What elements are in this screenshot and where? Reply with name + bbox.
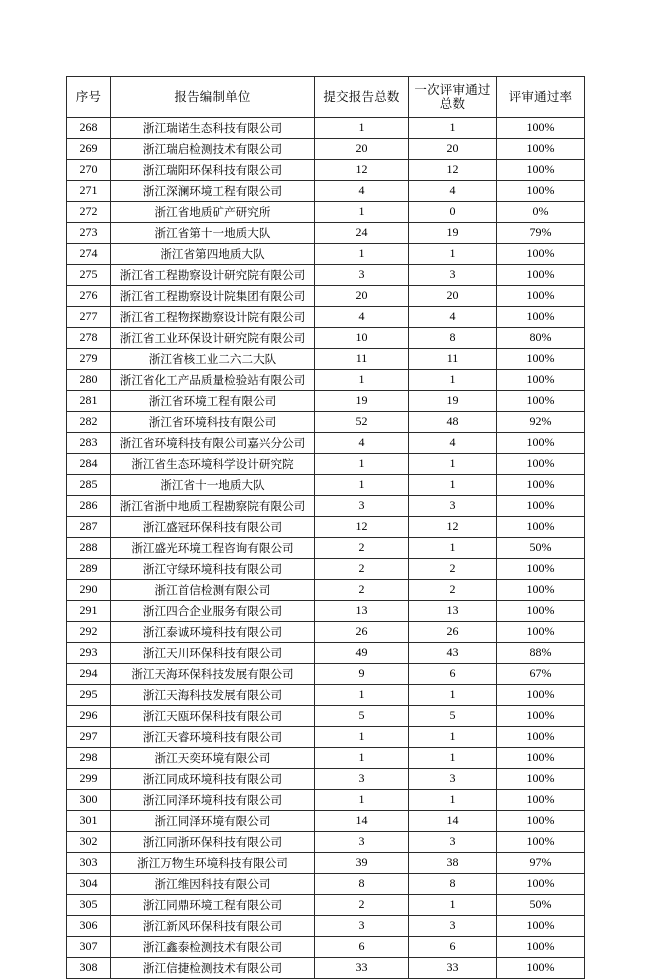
cell-unit-name: 浙江省生态环境科学设计研究院 <box>111 454 315 475</box>
cell-first-pass: 11 <box>409 349 497 370</box>
cell-total: 1 <box>315 748 409 769</box>
cell-sequence: 271 <box>67 181 111 202</box>
cell-unit-name: 浙江瑞启检测技术有限公司 <box>111 139 315 160</box>
cell-total: 13 <box>315 601 409 622</box>
cell-unit-name: 浙江万物生环境科技有限公司 <box>111 853 315 874</box>
cell-first-pass: 1 <box>409 790 497 811</box>
cell-sequence: 296 <box>67 706 111 727</box>
cell-unit-name: 浙江天海科技发展有限公司 <box>111 685 315 706</box>
cell-sequence: 277 <box>67 307 111 328</box>
table-row <box>67 664 585 685</box>
cell-unit-name: 浙江省浙中地质工程勘察院有限公司 <box>111 496 315 517</box>
cell-total: 14 <box>315 811 409 832</box>
cell-total: 33 <box>315 958 409 979</box>
cell-unit-name: 浙江泰诚环境科技有限公司 <box>111 622 315 643</box>
cell-pass-rate: 100% <box>497 370 585 391</box>
cell-first-pass: 8 <box>409 328 497 349</box>
table-row <box>67 538 585 559</box>
cell-sequence: 268 <box>67 118 111 139</box>
cell-first-pass: 14 <box>409 811 497 832</box>
cell-pass-rate: 100% <box>497 811 585 832</box>
cell-total: 4 <box>315 433 409 454</box>
table-row <box>67 580 585 601</box>
cell-unit-name: 浙江省第十一地质大队 <box>111 223 315 244</box>
cell-first-pass: 20 <box>409 286 497 307</box>
cell-unit-name: 浙江四合企业服务有限公司 <box>111 601 315 622</box>
table-row <box>67 706 585 727</box>
cell-unit-name: 浙江天奕环境有限公司 <box>111 748 315 769</box>
cell-pass-rate: 100% <box>497 349 585 370</box>
cell-pass-rate: 100% <box>497 958 585 979</box>
cell-total: 20 <box>315 286 409 307</box>
cell-pass-rate: 88% <box>497 643 585 664</box>
cell-unit-name: 浙江省地质矿产研究所 <box>111 202 315 223</box>
cell-first-pass: 12 <box>409 517 497 538</box>
cell-unit-name: 浙江省工业环保设计研究院有限公司 <box>111 328 315 349</box>
cell-unit-name: 浙江盛冠环保科技有限公司 <box>111 517 315 538</box>
cell-unit-name: 浙江省工程勘察设计院集团有限公司 <box>111 286 315 307</box>
cell-sequence: 294 <box>67 664 111 685</box>
cell-first-pass: 4 <box>409 307 497 328</box>
cell-unit-name: 浙江天海环保科技发展有限公司 <box>111 664 315 685</box>
cell-sequence: 286 <box>67 496 111 517</box>
cell-pass-rate: 100% <box>497 622 585 643</box>
cell-unit-name: 浙江省环境科技有限公司嘉兴分公司 <box>111 433 315 454</box>
cell-total: 2 <box>315 559 409 580</box>
cell-total: 52 <box>315 412 409 433</box>
cell-unit-name: 浙江首信检测有限公司 <box>111 580 315 601</box>
cell-pass-rate: 100% <box>497 790 585 811</box>
cell-sequence: 287 <box>67 517 111 538</box>
cell-first-pass: 1 <box>409 685 497 706</box>
cell-total: 3 <box>315 832 409 853</box>
cell-pass-rate: 100% <box>497 937 585 958</box>
cell-first-pass: 48 <box>409 412 497 433</box>
cell-first-pass: 1 <box>409 118 497 139</box>
cell-sequence: 308 <box>67 958 111 979</box>
cell-pass-rate: 100% <box>497 307 585 328</box>
cell-total: 12 <box>315 160 409 181</box>
cell-unit-name: 浙江维因科技有限公司 <box>111 874 315 895</box>
cell-total: 1 <box>315 244 409 265</box>
cell-unit-name: 浙江新风环保科技有限公司 <box>111 916 315 937</box>
cell-pass-rate: 79% <box>497 223 585 244</box>
table-row <box>67 748 585 769</box>
cell-first-pass: 43 <box>409 643 497 664</box>
report-table-container <box>66 76 584 979</box>
column-header-pass-rate: 评审通过率 <box>497 77 585 118</box>
cell-unit-name: 浙江同鼎环境工程有限公司 <box>111 895 315 916</box>
cell-sequence: 303 <box>67 853 111 874</box>
cell-first-pass: 1 <box>409 538 497 559</box>
cell-sequence: 275 <box>67 265 111 286</box>
table-row <box>67 244 585 265</box>
cell-sequence: 302 <box>67 832 111 853</box>
cell-unit-name: 浙江同成环境科技有限公司 <box>111 769 315 790</box>
cell-total: 1 <box>315 118 409 139</box>
cell-unit-name: 浙江同浙环保科技有限公司 <box>111 832 315 853</box>
cell-sequence: 307 <box>67 937 111 958</box>
table-row <box>67 643 585 664</box>
table-row <box>67 727 585 748</box>
table-row <box>67 559 585 580</box>
cell-first-pass: 33 <box>409 958 497 979</box>
cell-total: 5 <box>315 706 409 727</box>
cell-unit-name: 浙江鑫泰检测技术有限公司 <box>111 937 315 958</box>
cell-sequence: 305 <box>67 895 111 916</box>
table-row <box>67 937 585 958</box>
cell-pass-rate: 100% <box>497 748 585 769</box>
cell-first-pass: 20 <box>409 139 497 160</box>
cell-sequence: 301 <box>67 811 111 832</box>
cell-sequence: 273 <box>67 223 111 244</box>
cell-first-pass: 1 <box>409 244 497 265</box>
cell-first-pass: 1 <box>409 895 497 916</box>
cell-pass-rate: 100% <box>497 706 585 727</box>
cell-pass-rate: 67% <box>497 664 585 685</box>
table-row <box>67 895 585 916</box>
cell-sequence: 291 <box>67 601 111 622</box>
cell-first-pass: 2 <box>409 580 497 601</box>
cell-first-pass: 19 <box>409 391 497 412</box>
cell-pass-rate: 100% <box>497 181 585 202</box>
table-row <box>67 433 585 454</box>
cell-first-pass: 3 <box>409 265 497 286</box>
cell-total: 3 <box>315 769 409 790</box>
table-row <box>67 496 585 517</box>
cell-total: 1 <box>315 790 409 811</box>
cell-first-pass: 4 <box>409 433 497 454</box>
cell-pass-rate: 50% <box>497 895 585 916</box>
table-row <box>67 769 585 790</box>
cell-total: 2 <box>315 538 409 559</box>
cell-unit-name: 浙江天睿环境科技有限公司 <box>111 727 315 748</box>
cell-unit-name: 浙江省核工业二六二大队 <box>111 349 315 370</box>
table-row <box>67 202 585 223</box>
cell-unit-name: 浙江省十一地质大队 <box>111 475 315 496</box>
cell-total: 49 <box>315 643 409 664</box>
review-statistics-table <box>66 76 585 979</box>
table-header <box>67 77 585 118</box>
cell-total: 1 <box>315 685 409 706</box>
cell-total: 4 <box>315 307 409 328</box>
table-row <box>67 160 585 181</box>
cell-sequence: 269 <box>67 139 111 160</box>
cell-pass-rate: 100% <box>497 559 585 580</box>
table-row <box>67 832 585 853</box>
cell-sequence: 297 <box>67 727 111 748</box>
cell-first-pass: 12 <box>409 160 497 181</box>
cell-sequence: 298 <box>67 748 111 769</box>
cell-unit-name: 浙江瑞阳环保科技有限公司 <box>111 160 315 181</box>
cell-total: 24 <box>315 223 409 244</box>
table-row <box>67 601 585 622</box>
cell-sequence: 283 <box>67 433 111 454</box>
table-row <box>67 223 585 244</box>
cell-sequence: 292 <box>67 622 111 643</box>
cell-sequence: 282 <box>67 412 111 433</box>
cell-pass-rate: 0% <box>497 202 585 223</box>
cell-total: 10 <box>315 328 409 349</box>
cell-unit-name: 浙江守绿环境科技有限公司 <box>111 559 315 580</box>
cell-sequence: 290 <box>67 580 111 601</box>
cell-unit-name: 浙江瑞诺生态科技有限公司 <box>111 118 315 139</box>
table-row <box>67 811 585 832</box>
table-row <box>67 391 585 412</box>
table-row <box>67 328 585 349</box>
cell-first-pass: 1 <box>409 727 497 748</box>
cell-pass-rate: 100% <box>497 832 585 853</box>
cell-pass-rate: 100% <box>497 391 585 412</box>
cell-sequence: 280 <box>67 370 111 391</box>
cell-pass-rate: 100% <box>497 727 585 748</box>
cell-first-pass: 6 <box>409 664 497 685</box>
cell-sequence: 274 <box>67 244 111 265</box>
cell-total: 26 <box>315 622 409 643</box>
cell-sequence: 279 <box>67 349 111 370</box>
table-row <box>67 874 585 895</box>
cell-unit-name: 浙江盛光环境工程咨询有限公司 <box>111 538 315 559</box>
cell-first-pass: 1 <box>409 370 497 391</box>
cell-total: 4 <box>315 181 409 202</box>
table-row <box>67 370 585 391</box>
column-header-unit: 报告编制单位 <box>111 77 315 118</box>
cell-first-pass: 2 <box>409 559 497 580</box>
table-row <box>67 181 585 202</box>
cell-pass-rate: 92% <box>497 412 585 433</box>
cell-first-pass: 8 <box>409 874 497 895</box>
cell-first-pass: 3 <box>409 769 497 790</box>
cell-unit-name: 浙江省工程物探勘察设计院有限公司 <box>111 307 315 328</box>
cell-pass-rate: 100% <box>497 118 585 139</box>
cell-pass-rate: 100% <box>497 454 585 475</box>
table-row <box>67 265 585 286</box>
cell-sequence: 285 <box>67 475 111 496</box>
cell-unit-name: 浙江省化工产品质量检验站有限公司 <box>111 370 315 391</box>
table-row <box>67 349 585 370</box>
cell-sequence: 288 <box>67 538 111 559</box>
cell-first-pass: 4 <box>409 181 497 202</box>
cell-total: 1 <box>315 370 409 391</box>
cell-first-pass: 19 <box>409 223 497 244</box>
cell-unit-name: 浙江同泽环境科技有限公司 <box>111 790 315 811</box>
cell-pass-rate: 100% <box>497 139 585 160</box>
cell-pass-rate: 97% <box>497 853 585 874</box>
cell-sequence: 293 <box>67 643 111 664</box>
cell-pass-rate: 100% <box>497 244 585 265</box>
cell-total: 2 <box>315 580 409 601</box>
cell-unit-name: 浙江省第四地质大队 <box>111 244 315 265</box>
cell-pass-rate: 100% <box>497 685 585 706</box>
cell-total: 6 <box>315 937 409 958</box>
cell-first-pass: 1 <box>409 475 497 496</box>
cell-total: 1 <box>315 475 409 496</box>
cell-pass-rate: 50% <box>497 538 585 559</box>
cell-sequence: 272 <box>67 202 111 223</box>
table-row <box>67 118 585 139</box>
cell-total: 1 <box>315 454 409 475</box>
cell-first-pass: 3 <box>409 496 497 517</box>
cell-total: 19 <box>315 391 409 412</box>
cell-total: 2 <box>315 895 409 916</box>
cell-pass-rate: 100% <box>497 160 585 181</box>
cell-first-pass: 13 <box>409 601 497 622</box>
cell-unit-name: 浙江信捷检测技术有限公司 <box>111 958 315 979</box>
cell-unit-name: 浙江天瓯环保科技有限公司 <box>111 706 315 727</box>
cell-pass-rate: 100% <box>497 433 585 454</box>
cell-first-pass: 3 <box>409 916 497 937</box>
cell-total: 20 <box>315 139 409 160</box>
table-row <box>67 790 585 811</box>
cell-first-pass: 3 <box>409 832 497 853</box>
table-row <box>67 517 585 538</box>
table-row <box>67 454 585 475</box>
cell-sequence: 284 <box>67 454 111 475</box>
cell-total: 3 <box>315 496 409 517</box>
table-row <box>67 622 585 643</box>
cell-total: 1 <box>315 202 409 223</box>
cell-total: 39 <box>315 853 409 874</box>
cell-total: 1 <box>315 727 409 748</box>
cell-total: 11 <box>315 349 409 370</box>
table-row <box>67 307 585 328</box>
cell-sequence: 276 <box>67 286 111 307</box>
cell-sequence: 306 <box>67 916 111 937</box>
cell-total: 3 <box>315 265 409 286</box>
cell-unit-name: 浙江省环境工程有限公司 <box>111 391 315 412</box>
cell-pass-rate: 100% <box>497 475 585 496</box>
cell-first-pass: 6 <box>409 937 497 958</box>
cell-unit-name: 浙江省工程勘察设计研究院有限公司 <box>111 265 315 286</box>
column-header-total: 提交报告总数 <box>315 77 409 118</box>
table-row <box>67 286 585 307</box>
cell-unit-name: 浙江深澜环境工程有限公司 <box>111 181 315 202</box>
cell-unit-name: 浙江天川环保科技有限公司 <box>111 643 315 664</box>
cell-pass-rate: 100% <box>497 286 585 307</box>
cell-total: 9 <box>315 664 409 685</box>
cell-pass-rate: 100% <box>497 874 585 895</box>
table-row <box>67 475 585 496</box>
cell-sequence: 281 <box>67 391 111 412</box>
cell-pass-rate: 100% <box>497 496 585 517</box>
table-row <box>67 958 585 979</box>
cell-total: 8 <box>315 874 409 895</box>
table-body <box>67 118 585 979</box>
cell-unit-name: 浙江省环境科技有限公司 <box>111 412 315 433</box>
cell-pass-rate: 100% <box>497 769 585 790</box>
cell-sequence: 304 <box>67 874 111 895</box>
cell-pass-rate: 80% <box>497 328 585 349</box>
cell-sequence: 299 <box>67 769 111 790</box>
table-row <box>67 685 585 706</box>
cell-pass-rate: 100% <box>497 517 585 538</box>
table-row <box>67 853 585 874</box>
cell-pass-rate: 100% <box>497 916 585 937</box>
cell-sequence: 300 <box>67 790 111 811</box>
cell-total: 3 <box>315 916 409 937</box>
table-row <box>67 412 585 433</box>
cell-pass-rate: 100% <box>497 265 585 286</box>
cell-pass-rate: 100% <box>497 580 585 601</box>
column-header-first-pass: 一次评审通过总数 <box>409 77 497 118</box>
cell-first-pass: 5 <box>409 706 497 727</box>
cell-first-pass: 0 <box>409 202 497 223</box>
cell-sequence: 295 <box>67 685 111 706</box>
column-header-sequence: 序号 <box>67 77 111 118</box>
cell-first-pass: 1 <box>409 748 497 769</box>
cell-first-pass: 38 <box>409 853 497 874</box>
cell-first-pass: 1 <box>409 454 497 475</box>
cell-sequence: 289 <box>67 559 111 580</box>
cell-total: 12 <box>315 517 409 538</box>
cell-pass-rate: 100% <box>497 601 585 622</box>
cell-sequence: 270 <box>67 160 111 181</box>
cell-first-pass: 26 <box>409 622 497 643</box>
table-header-row <box>67 77 585 118</box>
table-row <box>67 139 585 160</box>
cell-unit-name: 浙江同泽环境有限公司 <box>111 811 315 832</box>
cell-sequence: 278 <box>67 328 111 349</box>
